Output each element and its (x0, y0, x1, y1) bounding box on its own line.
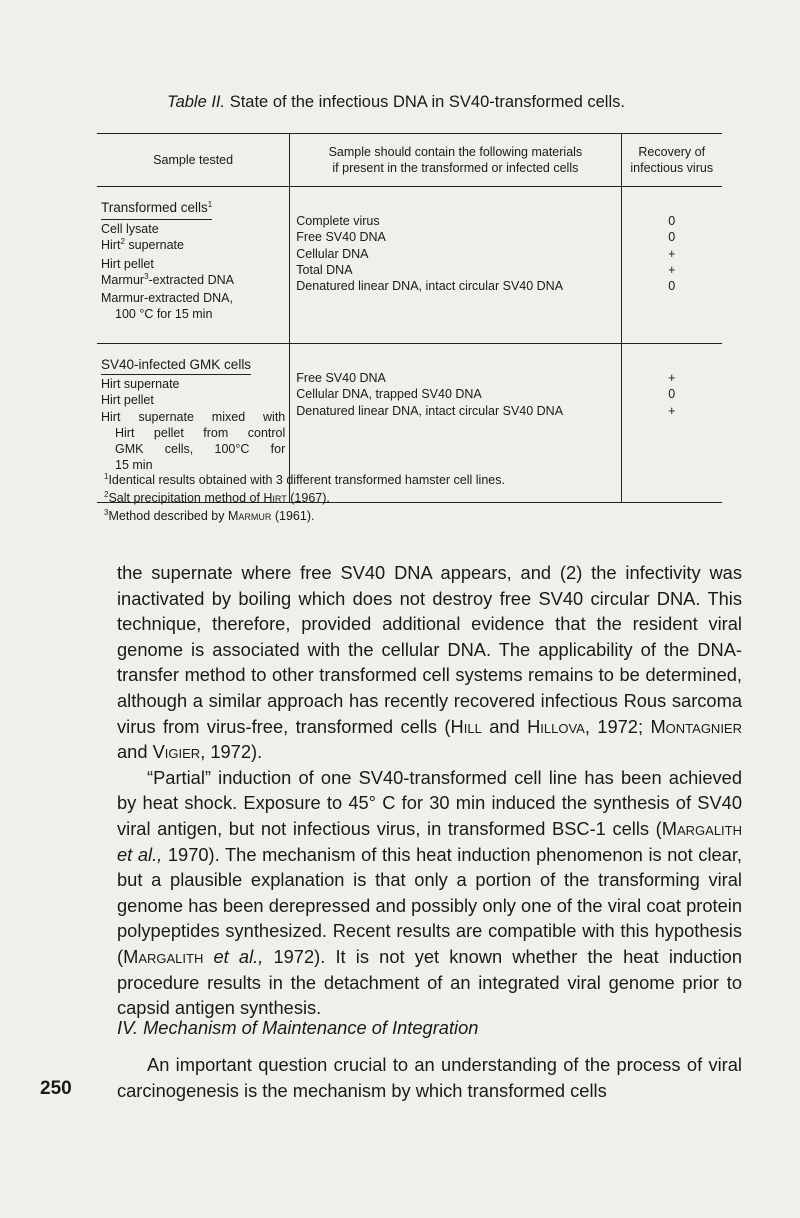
table-label: Table II. (167, 93, 226, 111)
sample-item: Hirt supernate (101, 377, 180, 391)
body-text (117, 560, 742, 1021)
material-item: Denatured linear DNA, intact circular SV40 DNA (296, 279, 564, 294)
sample-item: 100 °C for 15 min (115, 307, 213, 322)
recovery-value: + (668, 262, 676, 277)
material-item: Free SV40 DNA (296, 230, 386, 245)
section-heading: IV. Mechanism of Maintenance of Integration (117, 1017, 479, 1038)
header-sample-tested: Sample tested (97, 134, 290, 187)
recovery-value: + (668, 371, 676, 385)
sample-item: Marmur-extracted DNA, (101, 291, 233, 306)
group1-samples (97, 187, 290, 344)
footnote-1: $^1$Identical results obtained with 3 different transformed hamster cell lines. (104, 472, 505, 487)
group-name: Transformed cells$^1$ (101, 199, 212, 220)
header-materials-line1: Sample should contain the following materials (328, 144, 583, 159)
data-table (97, 133, 722, 503)
table-header-row (97, 134, 722, 187)
sample-item: Hirt pellet from control (115, 425, 286, 440)
group-name: SV40-infected GMK cells (101, 356, 251, 375)
group1-materials (290, 187, 621, 344)
sample-item: 15 min (115, 458, 153, 473)
material-item: Complete virus (296, 214, 380, 228)
material-item: Cellular DNA (296, 246, 369, 261)
material-item: Cellular DNA, trapped SV40 DNA (296, 387, 482, 402)
material-item: Total DNA (296, 262, 353, 277)
table-footnotes (104, 472, 505, 526)
sample-item: Cell lysate (101, 222, 159, 236)
paragraph: “Partial” induction of one SV40-transformed cell line has been achieved by heat shock. Exposure to 45° C for 30 min induced the synthesis of SV40 viral antigen, but not infectious virus, in transformed BSC-1 cells (Margalith et al., 1970). The mechanism of this heat induction phenomenon is not clear, but a plausible explanation is that only a portion of the transforming viral genome has been derepressed and possibly only one of the viral coat protein polypeptides synthesized. Recent results are compatible with this hypothesis (Margalith et al., 1972). It is not yet known whether the heat induction procedure results in the detachment of an integrated viral genome prior to capsid antigen synthesis. (117, 766, 743, 1019)
header-materials-line2: if present in the transformed or infected cells (332, 161, 579, 175)
sample-item: Hirt supernate mixed with (101, 409, 286, 424)
recovery-value: 0 (668, 279, 676, 294)
sample-item: GMK cells, 100°C for (115, 442, 286, 457)
footnote-2: $^2$Salt precipitation method of Hirt (1967). (104, 490, 330, 505)
header-recovery-line2: infectious virus (630, 161, 714, 175)
paragraph: An important question crucial to an understanding of the process of viral carcinogenesis is the mechanism by which transformed cells (117, 1054, 742, 1101)
table-row (97, 187, 722, 344)
header-materials (290, 134, 621, 187)
group1-recovery (621, 187, 722, 344)
table-title: State of the infectious DNA in SV40-transformed cells. (229, 93, 625, 111)
header-recovery (621, 134, 722, 187)
recovery-value: 0 (668, 214, 676, 228)
header-recovery-line1: Recovery of (638, 144, 706, 159)
sample-item: Hirt pellet (101, 256, 154, 271)
group2-recovery (621, 344, 722, 503)
table-caption (167, 93, 625, 112)
page-number: 250 (40, 1078, 72, 1099)
recovery-value: + (668, 246, 676, 261)
sample-item: Marmur$^3$-extracted DNA (101, 271, 234, 287)
material-item: Denatured linear DNA, intact circular SV40 DNA (296, 403, 564, 418)
sample-item: Hirt$^2$ supernate (101, 237, 184, 253)
footnote-3: $^3$Method described by Marmur (1961). (104, 508, 315, 523)
sample-item: Hirt pellet (101, 393, 154, 408)
recovery-value: + (668, 403, 676, 418)
recovery-value: 0 (668, 387, 676, 402)
material-item: Free SV40 DNA (296, 371, 386, 385)
section-text (117, 1052, 742, 1103)
recovery-value: 0 (668, 230, 676, 245)
paragraph: the supernate where free SV40 DNA appears, and (2) the infectivity was inactivated by boiling which does not destroy free SV40 circular DNA. This technique, therefore, provided additional evidence that the resident viral genome is associated with the cellular DNA. The applicability of the DNA-transfer method to other transformed cell systems remains to be determined, although a similar approach has recently recovered infectious Rous sarcoma virus from virus-free, transformed cells (Hill and Hillova, 1972; Montagnier and Vigier, 1972). (117, 562, 742, 763)
